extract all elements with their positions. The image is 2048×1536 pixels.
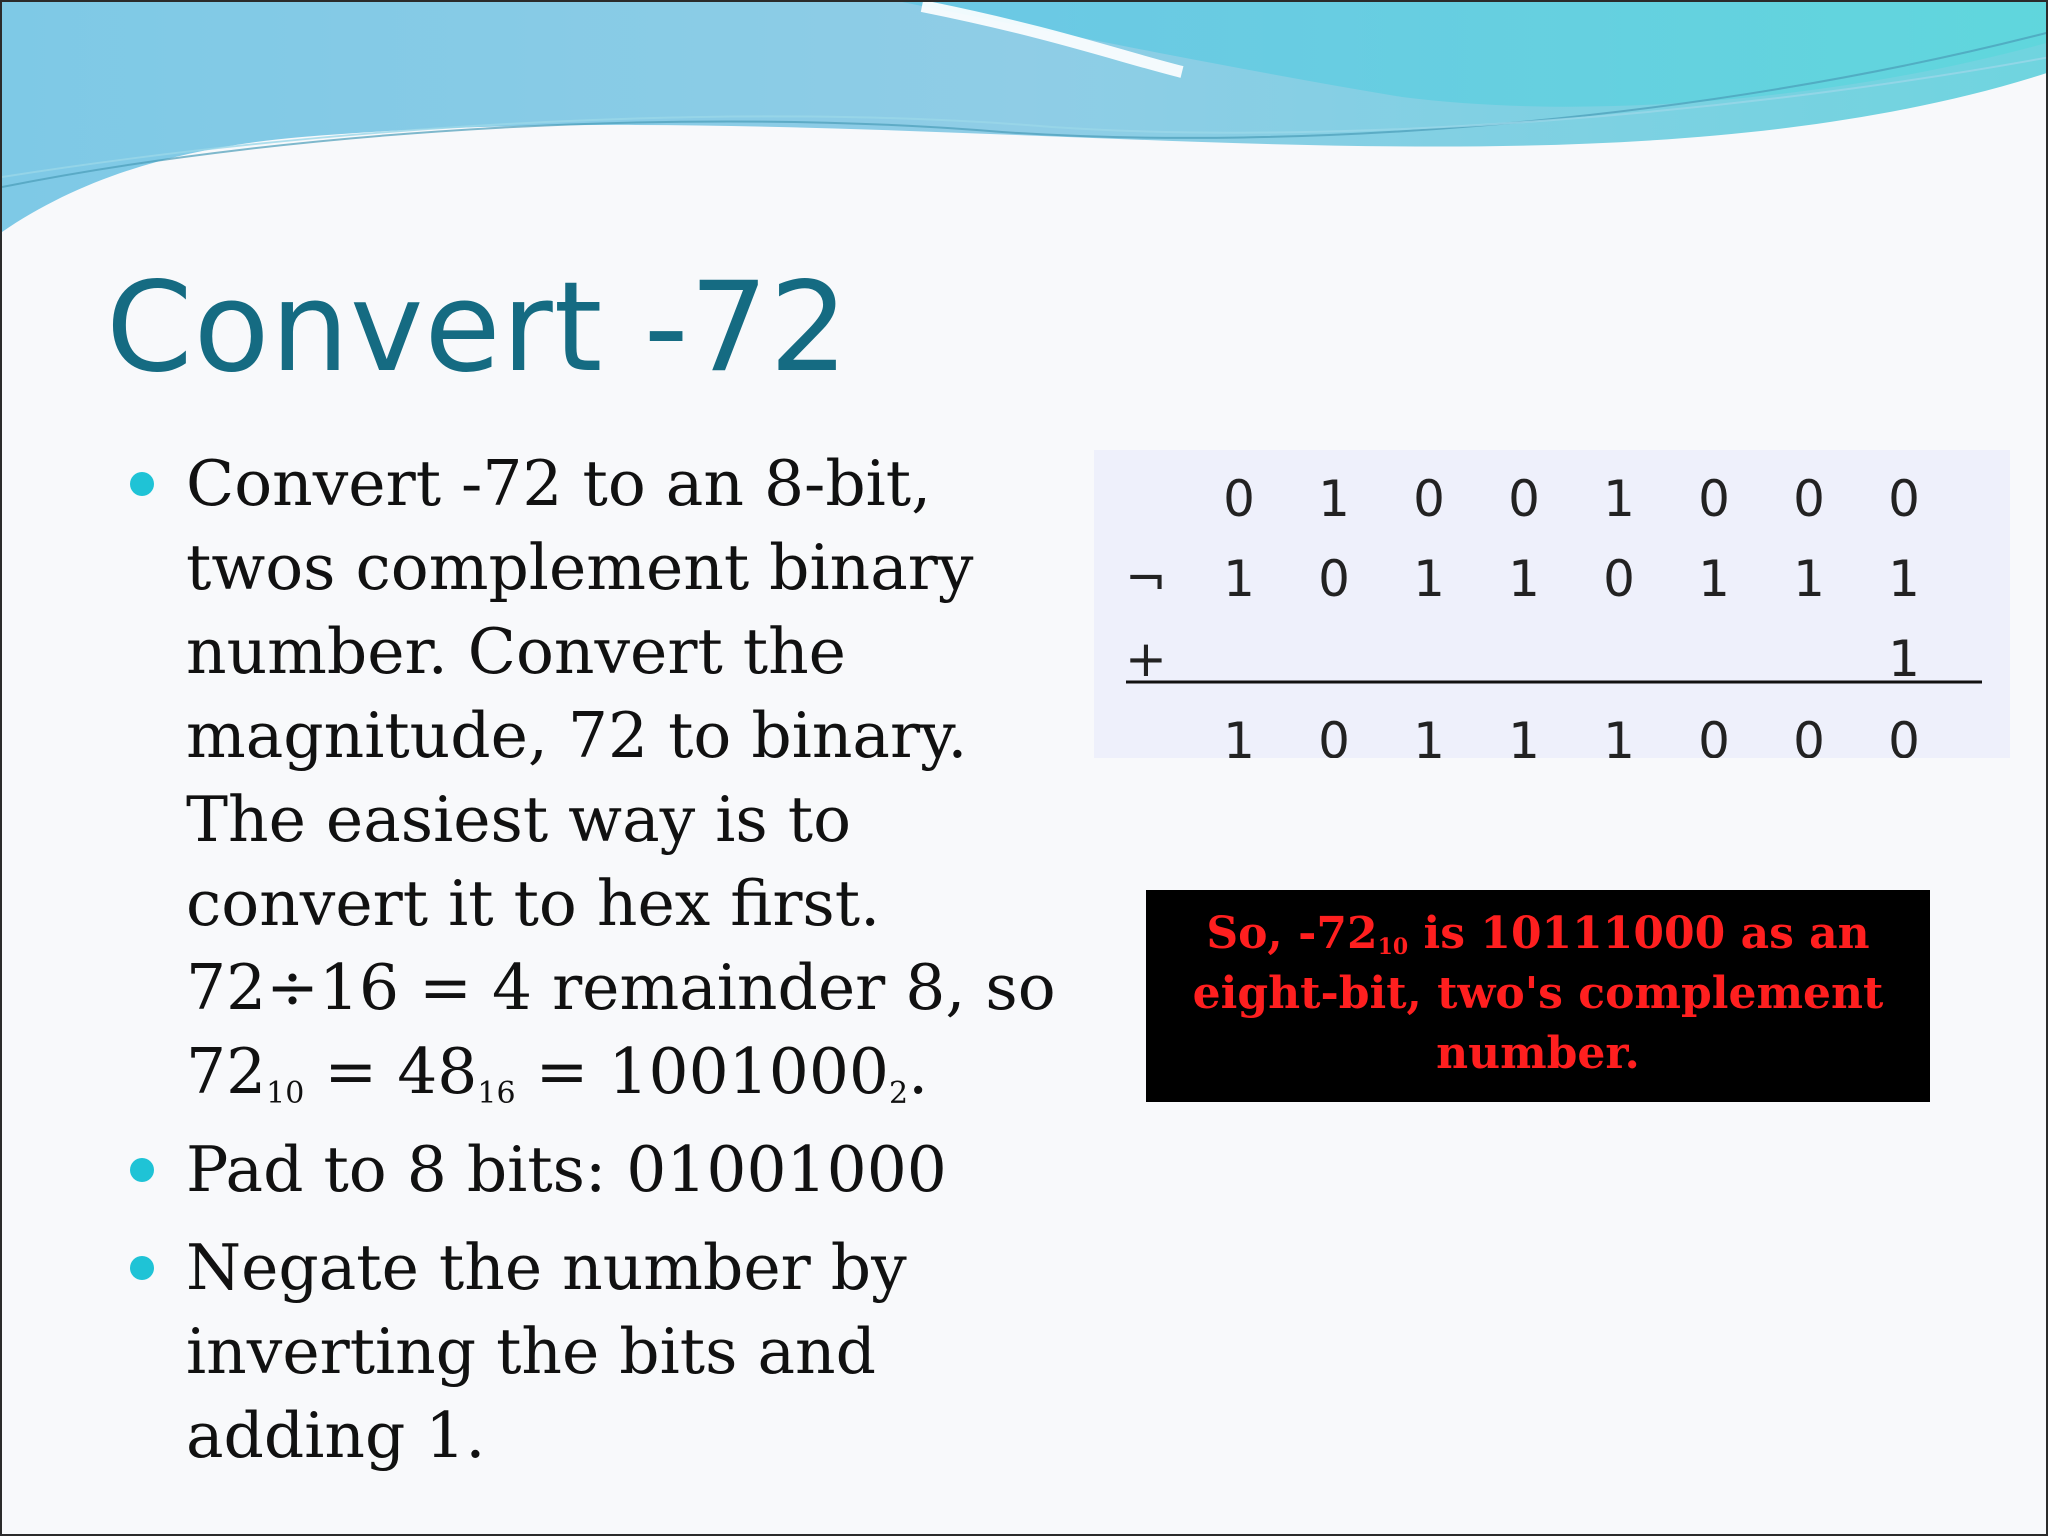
bit-cell: 1 <box>1508 550 1540 608</box>
bit-cell: 0 <box>1508 470 1540 528</box>
bit-cell: 1 <box>1223 550 1255 608</box>
bullet-list <box>130 442 1070 1492</box>
binary-calculation-grid <box>1094 450 2010 758</box>
bullet-text: Pad to 8 bits: 01001000 <box>186 1133 947 1206</box>
bullet-item-pad <box>130 1128 1070 1212</box>
bit-cell: 0 <box>1318 712 1350 758</box>
bit-cell: 1 <box>1318 470 1350 528</box>
bullet-text: Negate the number by inverting the bits and adding 1. <box>186 1231 907 1472</box>
bit-cell: 1 <box>1508 712 1540 758</box>
bullet-item-negate <box>130 1226 1070 1478</box>
header-wave-decoration <box>2 2 2048 242</box>
operator-2: + <box>1125 630 1167 688</box>
bit-cell: 0 <box>1223 470 1255 528</box>
operator-1: ¬ <box>1125 550 1167 608</box>
bullet-dot-icon <box>130 472 154 496</box>
binary-calculation-table <box>1094 450 2010 758</box>
bit-cell: 1 <box>1413 550 1445 608</box>
bullet-item-convert <box>130 442 1070 1114</box>
bit-cell: 1 <box>1698 550 1730 608</box>
bit-cell: 1 <box>1888 550 1920 608</box>
bit-cell: 1 <box>1413 712 1445 758</box>
bit-cell: 0 <box>1793 712 1825 758</box>
bullet-dot-icon <box>130 1158 154 1182</box>
bit-cell: 0 <box>1698 712 1730 758</box>
bit-cell: 1 <box>1603 470 1635 528</box>
bit-cell: 0 <box>1603 550 1635 608</box>
bit-cell: 1 <box>1223 712 1255 758</box>
bit-cell: 0 <box>1413 470 1445 528</box>
result-text-a: So, -72 <box>1206 908 1378 959</box>
bit-cell: 1 <box>1793 550 1825 608</box>
bullet-text: Convert -72 to an 8-bit, twos complement binary number. Convert the magnitude, 72 to binary. The easiest way is to convert it to hex first. 72÷16 = 4 remainder 8, so $72_{10} = 48_{16} = 1001000_2$. <box>186 447 1056 1111</box>
bit-cell: 1 <box>1888 630 1920 688</box>
bit-cell: 0 <box>1793 470 1825 528</box>
bullet-dot-icon <box>130 1256 154 1280</box>
result-callout <box>1146 890 1930 1102</box>
result-text-b: is 10111000 as an eight-bit, two's complement number. <box>1192 908 1884 1079</box>
bit-cell: 0 <box>1888 470 1920 528</box>
bit-cell: 1 <box>1603 712 1635 758</box>
bit-cell: 0 <box>1698 470 1730 528</box>
slide-title: Convert -72 <box>106 256 850 400</box>
bit-cell: 0 <box>1318 550 1350 608</box>
result-subscript: 10 <box>1377 934 1409 960</box>
bit-cell: 0 <box>1888 712 1920 758</box>
